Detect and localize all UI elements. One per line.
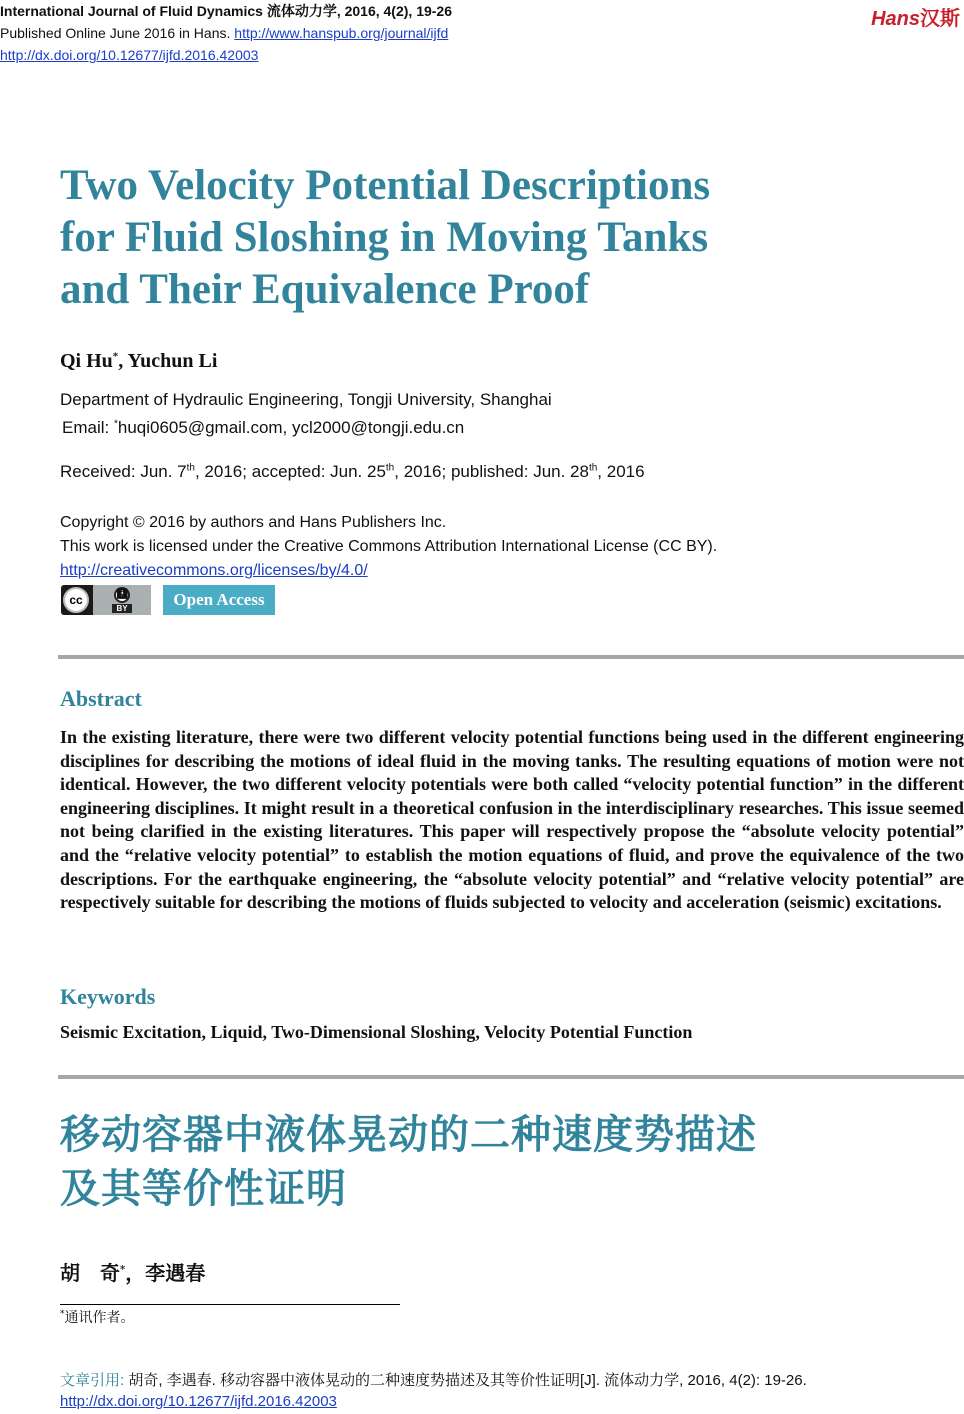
license-url-link[interactable]: http://creativecommons.org/licenses/by/4.0/ xyxy=(60,562,368,579)
ordinal-sup: th xyxy=(588,462,598,474)
title-line: for Fluid Sloshing in Moving Tanks xyxy=(60,214,709,261)
email-line xyxy=(62,418,464,438)
corresponding-mark: * xyxy=(112,350,119,363)
header-doi-link[interactable]: http://dx.doi.org/10.12677/ijfd.2016.42003 xyxy=(0,47,259,63)
citation-label: 文章引用: xyxy=(60,1372,129,1389)
footnote-mark: * xyxy=(60,1309,65,1320)
paper-title xyxy=(60,160,860,316)
dates-line xyxy=(60,462,645,482)
author-first: Qi Hu xyxy=(60,350,113,372)
section-divider xyxy=(58,655,964,659)
published-date: , 2016; published: Jun. 28 xyxy=(394,462,589,481)
logo-cn: 汉斯 xyxy=(920,8,960,30)
cc-by-badge[interactable] xyxy=(61,585,151,615)
author-rest: , Yuchun Li xyxy=(118,350,218,372)
chinese-title xyxy=(60,1108,920,1216)
citation-text: 胡奇, 李遇春. 移动容器中液体晃动的二种速度势描述及其等价性证明[J]. 流体动力学, 2016, 4(2): 19-26. xyxy=(128,1372,807,1389)
published-prefix: Published Online June 2016 in Hans. xyxy=(0,25,235,41)
published-line xyxy=(0,22,448,44)
cn-corresponding-mark: * xyxy=(120,1264,126,1276)
ordinal-sup: th xyxy=(186,462,195,474)
attribution-icon: 🚹︎ xyxy=(114,587,130,603)
chinese-authors xyxy=(60,1257,205,1286)
logo-latin: Hans xyxy=(871,8,920,30)
open-access-badge: Open Access xyxy=(163,585,275,615)
email-prefix: Email: xyxy=(62,418,114,437)
copyright-block xyxy=(60,511,717,583)
journal-url-link[interactable]: http://www.hanspub.org/journal/ijfd xyxy=(234,25,449,41)
cn-title-line: 及其等价性证明 xyxy=(60,1166,347,1212)
footnote-rule xyxy=(60,1304,400,1305)
email-mark: * xyxy=(113,418,118,430)
by-section xyxy=(93,585,151,615)
keywords-text: Seismic Excitation, Liquid, Two-Dimensional Sloshing, Velocity Potential Function xyxy=(60,1022,693,1042)
keywords-heading: Keywords xyxy=(60,984,156,1009)
hans-logo xyxy=(871,2,960,31)
footnote xyxy=(60,1307,135,1327)
abstract-heading: Abstract xyxy=(60,686,142,711)
accepted-date: , 2016; accepted: Jun. 25 xyxy=(194,462,386,481)
journal-header: International Journal of Fluid Dynamics 流体动力学, 2016, 4(2), 19-26 xyxy=(0,3,452,19)
by-label: BY xyxy=(112,604,131,613)
cn-author-rest: ，李遇春 xyxy=(125,1261,206,1285)
license-line: This work is licensed under the Creative Commons Attribution International License (CC BY). xyxy=(60,538,718,555)
cn-title-line: 移动容器中液体晃动的二种速度势描述 xyxy=(60,1112,757,1158)
citation-doi-link[interactable]: http://dx.doi.org/10.12677/ijfd.2016.42003 xyxy=(60,1393,337,1410)
affiliation: Department of Hydraulic Engineering, Tongji University, Shanghai xyxy=(60,390,552,409)
title-line: Two Velocity Potential Descriptions xyxy=(60,162,711,209)
citation xyxy=(60,1369,807,1390)
email-addresses[interactable]: huqi0605@gmail.com, ycl2000@tongji.edu.cn xyxy=(117,418,465,437)
received-date: Received: Jun. 7 xyxy=(60,462,187,481)
date-tail: , 2016 xyxy=(597,462,645,481)
abstract-text: In the existing literature, there were two different velocity potential functions being used in the different engineering disciplines for describing the motions of ideal fluid in the moving tanks. The resulting equations of motion were not identical. However, the two different velocity potentials were both called “velocity potential function” in the different engineering disciplines. It might result in a theoretical confusion in the interdisciplinary researches. This issue seemed not being clarified in the existing literatures. This paper will respectively propose the “absolute velocity potential” and the “relative velocity potential” to establish the motion equations of fluid, and prove the equivalence of the two descriptions. For the earthquake engineering, the “absolute velocity potential” and “relative velocity potential” are respectively suitable for describing the motions of fluids subjected to velocity and acceleration (seismic) excitations. xyxy=(60,727,964,913)
cc-icon: cc xyxy=(63,587,89,613)
title-line: and Their Equivalence Proof xyxy=(60,266,590,313)
cn-author-first: 胡 奇 xyxy=(60,1261,120,1285)
ordinal-sup: th xyxy=(385,462,395,474)
authors xyxy=(60,350,217,373)
copyright-line: Copyright © 2016 by authors and Hans Publishers Inc. xyxy=(60,514,447,531)
footnote-text: 通讯作者。 xyxy=(64,1310,135,1326)
section-divider xyxy=(58,1075,964,1079)
